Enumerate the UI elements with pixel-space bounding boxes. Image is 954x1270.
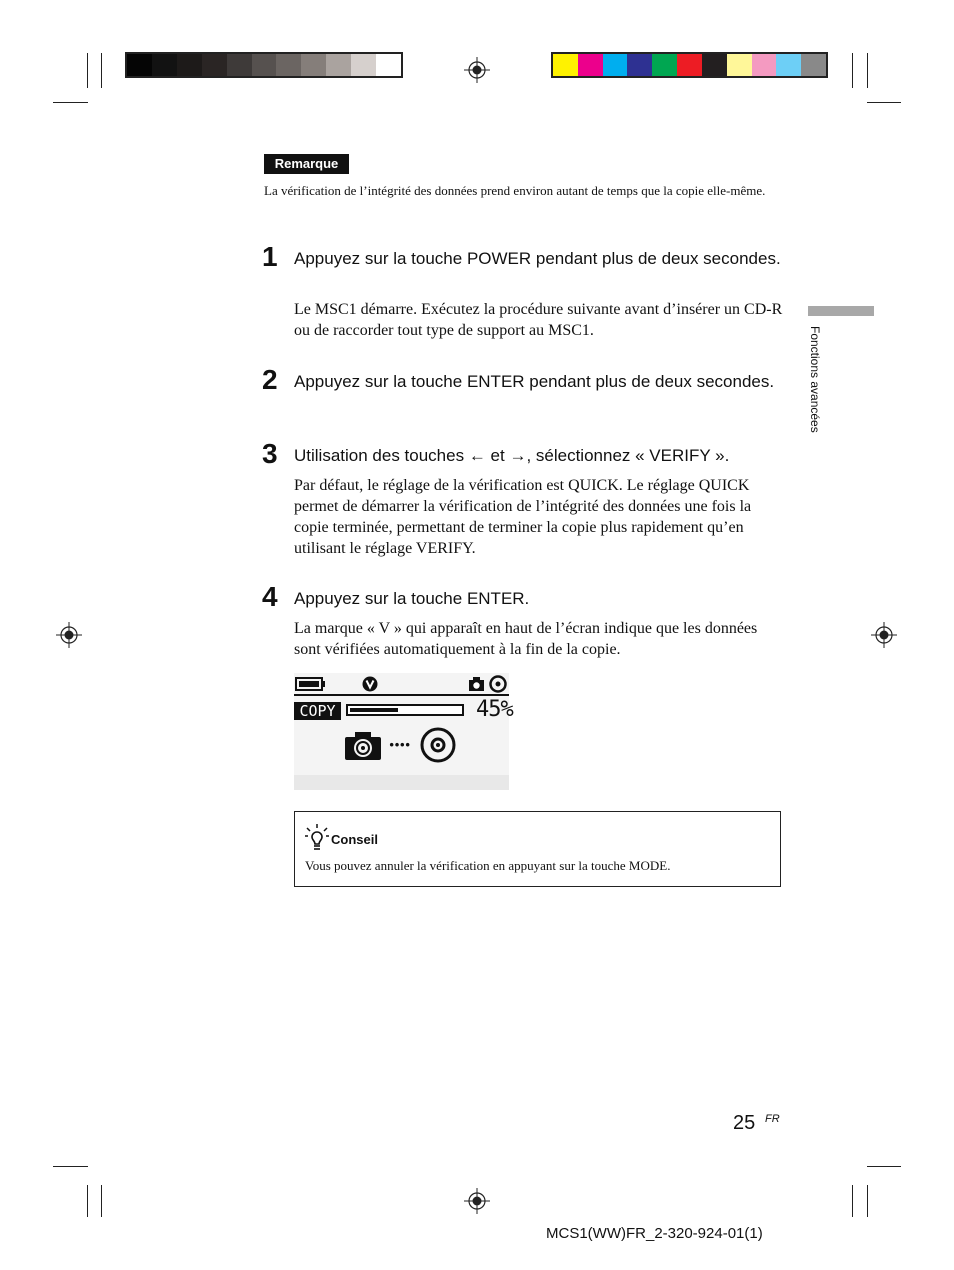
crop-mark: [867, 1166, 901, 1167]
page-number: 25: [733, 1112, 756, 1134]
registration-mark-icon: [464, 57, 490, 83]
calibration-swatch: [652, 54, 677, 76]
calibration-swatch: [202, 54, 227, 76]
step-3-heading-text: , sélectionnez « VERIFY ».: [526, 446, 730, 465]
camera-icon: [343, 730, 383, 762]
lcd-screen: [294, 673, 513, 775]
step-3-heading-text: et: [485, 446, 510, 465]
crop-mark: [53, 1166, 88, 1167]
crop-mark: [852, 53, 853, 88]
color-calibration-bar: [551, 52, 828, 78]
cd-icon: [420, 727, 456, 763]
calibration-swatch: [702, 54, 727, 76]
crop-mark: [87, 53, 88, 88]
step-3-heading-text: Utilisation des touches: [294, 446, 469, 465]
crop-mark: [87, 1185, 88, 1217]
calibration-swatch: [252, 54, 277, 76]
registration-mark-icon: [464, 1188, 490, 1214]
page-language: FR: [765, 1113, 780, 1125]
conseil-box: [294, 811, 781, 887]
calibration-swatch: [578, 54, 603, 76]
camera-small-icon: [468, 676, 485, 692]
calibration-swatch: [376, 54, 401, 76]
verify-v-icon: [362, 676, 378, 692]
section-tab-label: Fonctions avancées: [808, 326, 822, 433]
step-2-number: 2: [262, 364, 278, 395]
crop-mark: [852, 1185, 853, 1217]
right-arrow-icon: →: [509, 446, 527, 465]
cd-small-icon: [489, 675, 507, 693]
crop-mark: [867, 1185, 868, 1217]
copy-mode-tag: COPY: [294, 702, 341, 720]
step-1-heading: Appuyez sur la touche POWER pendant plus de deux secondes.: [294, 249, 781, 268]
step-4-body: La marque « V » qui apparaît en haut de l’écran indique que les données sont vérifiées automatiquement à la fin de la copie.: [294, 620, 758, 658]
lcd-divider: [294, 694, 509, 696]
step-3-body: Par défaut, le réglage de la vérification est QUICK. Le réglage QUICK permet de démarrer la vérification de l’intégrité des données une fois la copie terminée, permettant de terminer la copie plus rapidement qu’en utilisant le réglage VERIFY.: [294, 477, 752, 557]
copy-progress-bar: [346, 704, 464, 716]
calibration-swatch: [351, 54, 376, 76]
calibration-swatch: [326, 54, 351, 76]
calibration-swatch: [301, 54, 326, 76]
conseil-text: Vous pouvez annuler la vérification en appuyant sur la touche MODE.: [305, 858, 671, 873]
step-4-number: 4: [262, 581, 278, 612]
crop-mark: [53, 102, 88, 103]
section-tab-bar: [808, 306, 874, 316]
calibration-swatch: [276, 54, 301, 76]
crop-mark: [867, 102, 901, 103]
copy-progress-percent: 45%: [476, 697, 513, 722]
calibration-swatch: [776, 54, 801, 76]
gray-calibration-bar: [125, 52, 403, 78]
calibration-swatch: [603, 54, 628, 76]
step-4-heading: Appuyez sur la touche ENTER.: [294, 589, 530, 608]
calibration-swatch: [152, 54, 177, 76]
transfer-dots: ····: [388, 732, 410, 757]
calibration-swatch: [227, 54, 252, 76]
step-3-number: 3: [262, 438, 278, 469]
calibration-swatch: [553, 54, 578, 76]
step-1-body: Le MSC1 démarre. Exécutez la procédure suivante avant d’insérer un CD-R ou de raccorder tout type de support au MSC1.: [294, 301, 783, 339]
calibration-swatch: [177, 54, 202, 76]
left-arrow-icon: ←: [468, 446, 486, 465]
calibration-swatch: [677, 54, 702, 76]
crop-mark: [101, 1185, 102, 1217]
document-code: MCS1(WW)FR_2-320-924-01(1): [546, 1225, 763, 1242]
conseil-title: Conseil: [331, 832, 378, 847]
step-3-heading: [294, 445, 784, 467]
step-1-number: 1: [262, 241, 278, 272]
calibration-swatch: [627, 54, 652, 76]
lightbulb-icon: [305, 824, 329, 852]
calibration-swatch: [801, 54, 826, 76]
battery-icon: [295, 677, 325, 691]
calibration-swatch: [727, 54, 752, 76]
crop-mark: [867, 53, 868, 88]
registration-mark-icon: [871, 622, 897, 648]
registration-mark-icon: [56, 622, 82, 648]
crop-mark: [101, 53, 102, 88]
calibration-swatch: [127, 54, 152, 76]
remarque-text: La vérification de l’intégrité des données prend environ autant de temps que la copie elle-même.: [264, 183, 766, 198]
step-2-heading: Appuyez sur la touche ENTER pendant plus de deux secondes.: [294, 372, 775, 391]
calibration-swatch: [752, 54, 777, 76]
lcd-display: [294, 673, 513, 790]
remarque-label: Remarque: [264, 154, 349, 174]
copy-progress-fill: [350, 708, 398, 712]
